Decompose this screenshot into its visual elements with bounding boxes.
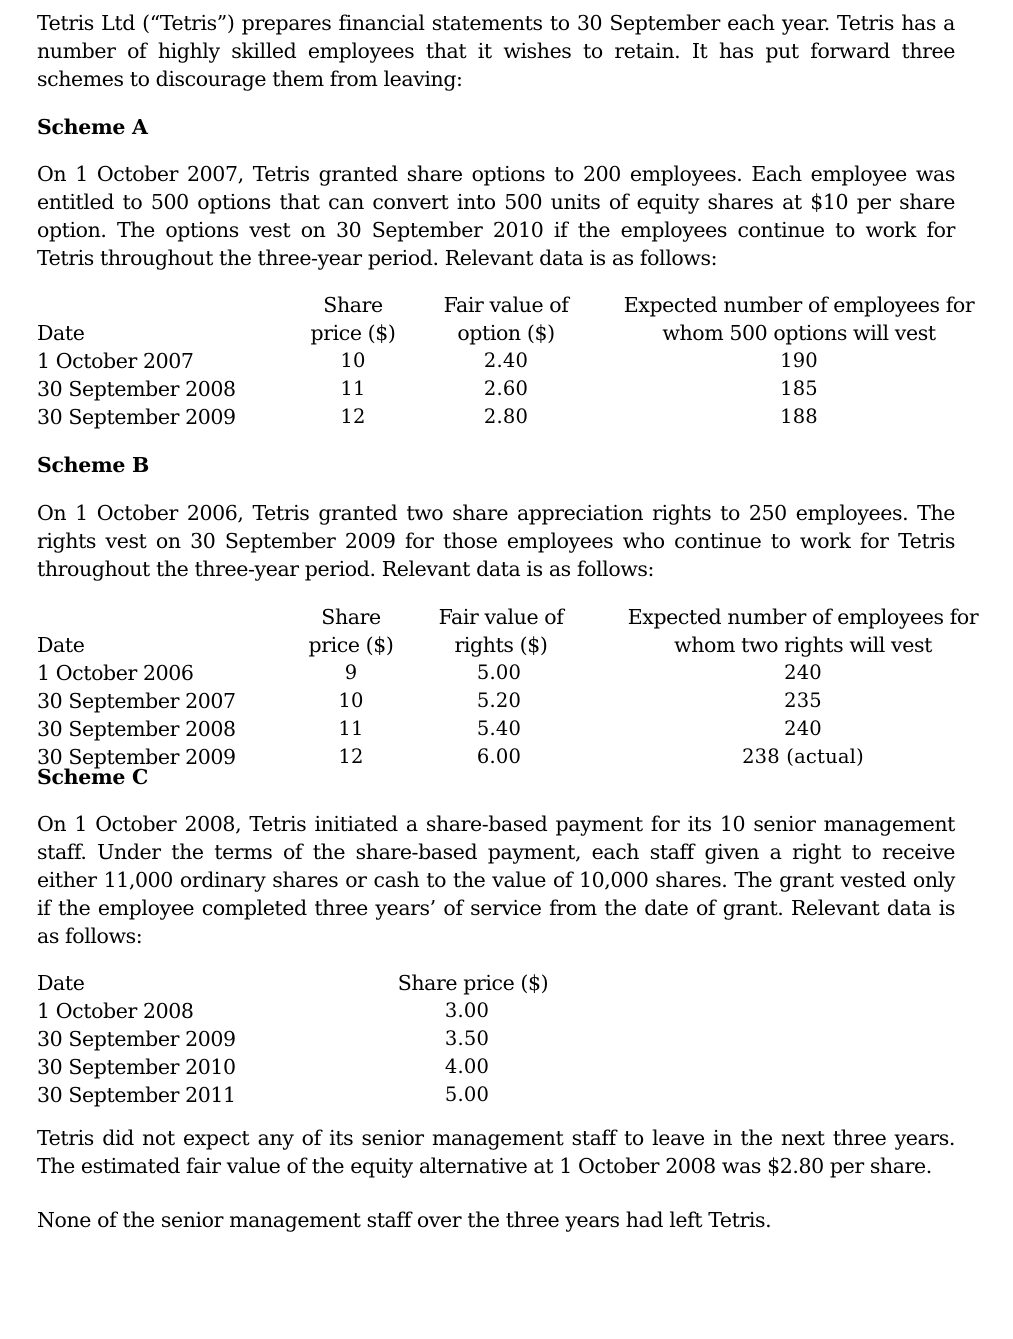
- scheme-a-row-1-date: 1 October 2007: [37, 349, 194, 373]
- scheme-a-header-fv-1: Fair value of: [443, 293, 569, 317]
- scheme-c-note-1: Tetris did not expect any of its senior management staff to leave in the next three years. The estimated fair value of the equity alternative at 1 October 2008 was $2.80 per share.: [37, 1126, 955, 1178]
- scheme-b-row-4-price: 12: [338, 745, 364, 768]
- scheme-c-row-3-price: 4.00: [444, 1055, 490, 1078]
- scheme-b-row-2-fv: 5.20: [476, 689, 522, 712]
- scheme-b-paragraph: On 1 October 2006, Tetris granted two share appreciation rights to 250 employees. The rights vest on 30 September 2009 for those employees who continue to work for Tetris throughout the three-year period. Relevant data is as follows:: [37, 501, 955, 581]
- scheme-c-paragraph: On 1 October 2008, Tetris initiated a share-based payment for its 10 senior management staff. Under the terms of the share-based payment, each staff given a right to receive either 11,000 ordinary shares or cash to the value of 10,000 shares. The grant vested only if the employee completed three years’ of service from the date of grant. Relevant data is as follows:: [37, 812, 955, 948]
- scheme-b-row-1-date: 1 October 2006: [37, 661, 194, 685]
- scheme-c-header-price: Share price ($): [397, 971, 549, 995]
- scheme-a-heading: Scheme A: [37, 115, 148, 139]
- scheme-b-table: [37, 603, 979, 769]
- intro-paragraph: Tetris Ltd (“Tetris”) prepares financial statements to 30 September each year. Tetris has a number of highly skilled employees that it wishes to retain. It has put forward three schemes to discourage them from leaving:: [37, 11, 955, 91]
- scheme-a-header-exp-1: Expected number of employees for: [623, 293, 975, 317]
- scheme-b-header-exp-1: Expected number of employees for: [627, 605, 979, 629]
- scheme-c-row-3-date: 30 September 2010: [37, 1055, 236, 1079]
- scheme-a-row-3-date: 30 September 2009: [37, 405, 236, 429]
- scheme-c-header-date: Date: [37, 971, 85, 995]
- scheme-b-row-4-date: 30 September 2009: [37, 745, 236, 769]
- scheme-c-row-2-price: 3.50: [444, 1027, 490, 1050]
- scheme-c-row-4-price: 5.00: [444, 1083, 490, 1106]
- scheme-b-row-4-exp: 238 (actual): [742, 745, 864, 768]
- scheme-b-row-4-fv: 6.00: [476, 745, 522, 768]
- scheme-a-row-2-exp: 185: [780, 377, 818, 400]
- scheme-b-row-3-price: 11: [338, 717, 364, 740]
- scheme-a-row-1-price: 10: [340, 349, 366, 372]
- scheme-a-row-2-price: 11: [340, 377, 366, 400]
- scheme-b-row-2-date: 30 September 2007: [37, 689, 236, 713]
- scheme-b-header-fv-2: rights ($): [454, 633, 548, 657]
- scheme-c-heading: Scheme C: [37, 765, 149, 789]
- scheme-b-heading: Scheme B: [37, 453, 150, 477]
- scheme-c-note-2: None of the senior management staff over the three years had left Tetris.: [37, 1208, 772, 1232]
- scheme-b-header-exp-2: whom two rights will vest: [674, 633, 932, 657]
- scheme-a-header-date: Date: [37, 321, 85, 345]
- scheme-b-header-date: Date: [37, 633, 85, 657]
- scheme-b-row-1-exp: 240: [784, 661, 822, 684]
- scheme-a-header-price-2: price ($): [310, 321, 396, 345]
- scheme-b-header-price-1: Share: [321, 605, 381, 629]
- scheme-a-row-1-exp: 190: [780, 349, 818, 372]
- scheme-b-row-1-price: 9: [344, 661, 358, 684]
- scheme-c-row-1-date: 1 October 2008: [37, 999, 194, 1023]
- document-page: [37, 9, 979, 1234]
- scheme-c-row-4-date: 30 September 2011: [37, 1083, 236, 1107]
- scheme-a-header-fv-2: option ($): [457, 321, 555, 345]
- scheme-a-row-1-fv: 2.40: [483, 349, 529, 372]
- scheme-b-row-2-price: 10: [338, 689, 364, 712]
- scheme-c-table: [37, 969, 955, 1109]
- scheme-a-row-3-fv: 2.80: [483, 405, 529, 428]
- scheme-a-paragraph: On 1 October 2007, Tetris granted share options to 200 employees. Each employee was entitled to 500 options that can convert into 500 units of equity shares at $10 per share option. The options vest on 30 September 2010 if the employees continue to work for Tetris throughout the three-year period. Relevant data is as follows:: [37, 162, 955, 270]
- scheme-b-row-3-exp: 240: [784, 717, 822, 740]
- scheme-b-row-3-fv: 5.40: [476, 717, 522, 740]
- scheme-b-row-3-date: 30 September 2008: [37, 717, 236, 741]
- scheme-a-header-price-1: Share: [323, 293, 383, 317]
- scheme-b-header-price-2: price ($): [308, 633, 394, 657]
- scheme-b-row-2-exp: 235: [784, 689, 822, 712]
- scheme-c-row-2-date: 30 September 2009: [37, 1027, 236, 1051]
- scheme-a-row-3-exp: 188: [780, 405, 818, 428]
- scheme-a-row-2-fv: 2.60: [483, 377, 529, 400]
- scheme-a-row-3-price: 12: [340, 405, 366, 428]
- scheme-b-header-fv-1: Fair value of: [438, 605, 564, 629]
- scheme-a-table: [37, 291, 975, 429]
- scheme-a-row-2-date: 30 September 2008: [37, 377, 236, 401]
- scheme-b-row-1-fv: 5.00: [476, 661, 522, 684]
- scheme-a-header-exp-2: whom 500 options will vest: [662, 321, 936, 345]
- scheme-c-row-1-price: 3.00: [444, 999, 490, 1022]
